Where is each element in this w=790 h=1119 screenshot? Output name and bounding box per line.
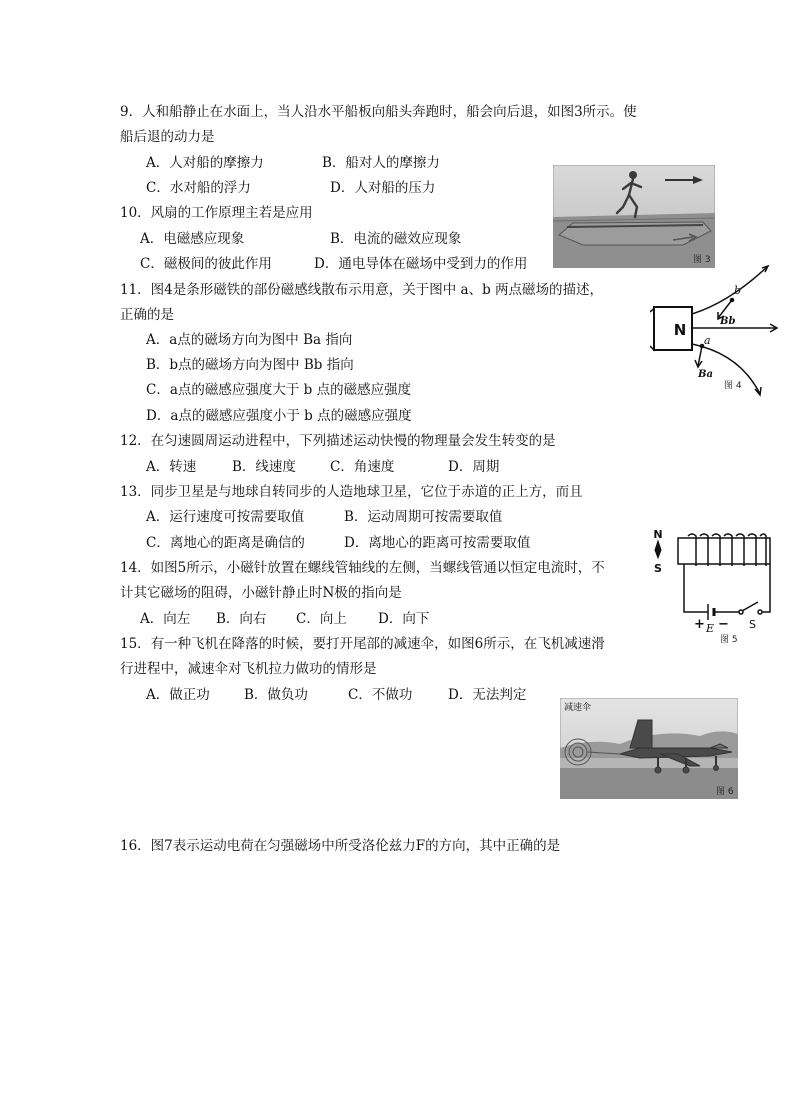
compass-needle [655, 541, 661, 558]
parachute-label: 减速伞 [564, 703, 592, 713]
figure-5-solenoid-circuit [648, 524, 778, 646]
q13-option-c: C．离地心的距离是确信的 [146, 535, 305, 551]
q13-line-1: 13．同步卫星是与地球自转同步的人造地球卫星，它位于赤道的正上方，而且 [120, 484, 583, 500]
needle-label-s: S [654, 562, 662, 575]
q14-option-b: B．向右 [216, 611, 267, 627]
label-bb: Bb [720, 316, 736, 327]
q10-line-1: 10．风扇的工作原理主若是应用 [120, 205, 313, 221]
q10-option-d: D．通电导体在磁场中受到力的作用 [314, 256, 528, 272]
figure-3-caption: 图 3 [693, 255, 711, 265]
label-ba: Ba [698, 369, 713, 380]
battery-label-e: E [706, 622, 715, 635]
q11-line-2: 正确的是 [120, 307, 174, 323]
q11-option-c: C．a点的磁感应强度大于 b 点的磁感应强度 [146, 382, 412, 398]
needle-label-n: N [653, 528, 663, 541]
q12-option-b: B．线速度 [232, 459, 296, 475]
q10-option-a: A．电磁感应现象 [140, 231, 245, 247]
q12-option-d: D．周期 [448, 459, 500, 475]
q14-option-a: A．向左 [140, 611, 191, 627]
q9-line-1: 9．人和船静止在水面上，当人沿水平船板向船头奔跑时，船会向后退，如图3所示。使 [120, 104, 637, 120]
q10-option-c: C．磁极间的彼此作用 [140, 256, 272, 272]
q9-line-2: 船后退的动力是 [120, 129, 215, 145]
q14-line-2: 计其它磁场的阻碍，小磁针静止时N极的指向是 [120, 585, 402, 601]
figure-4-magnet-field [650, 262, 780, 398]
label-b: b [734, 284, 742, 297]
q9-option-d: D．人对船的压力 [330, 180, 436, 196]
q11-line-1: 11．图4是条形磁铁的部份磁感线散布示用意，关于图中 a、b 两点磁场的描述， [120, 282, 604, 298]
figure-4-caption: 图 4 [724, 381, 742, 391]
q15-line-1: 15．有一种飞机在降落的时候，要打开尾部的减速伞，如图6所示，在飞机减速滑 [120, 636, 605, 652]
switch-lever [742, 602, 758, 611]
q16-line-1: 16．图7表示运动电荷在匀强磁场中所受洛伦兹力F的方向，其中正确的是 [120, 838, 561, 854]
q11-option-d: D．a点的磁感应强度小于 b 点的磁感应强度 [146, 408, 412, 424]
label-a: a [704, 334, 711, 347]
q15-option-b: B．做负功 [244, 687, 308, 703]
figure-6-caption: 图 6 [716, 787, 734, 797]
q12-option-c: C．角速度 [330, 459, 395, 475]
figure-6-aircraft-photo [560, 698, 738, 799]
figure-5-caption: 图 5 [720, 635, 738, 645]
q11-option-b: B．b点的磁场方向为图中 Bb 指向 [146, 357, 354, 373]
q12-option-a: A．转速 [146, 459, 197, 475]
q14-option-c: C．向上 [296, 611, 347, 627]
q13-option-b: B．运动周期可按需要取值 [344, 509, 503, 525]
magnet-pole-n: N [673, 321, 687, 339]
q15-line-2: 行进程中，减速伞对飞机拉力做功的情形是 [120, 661, 377, 677]
battery-minus: − [718, 617, 729, 632]
q15-option-c: C．不做功 [348, 687, 413, 703]
q12-line-1: 12．在匀速圆周运动进程中，下列描述运动快慢的物理量会发生转变的是 [120, 433, 556, 449]
battery-plus: + [694, 617, 705, 632]
q10-option-b: B．电流的磁效应现象 [330, 231, 462, 247]
q9-option-b: B．船对人的摩擦力 [322, 155, 440, 171]
q15-option-d: D．无法判定 [448, 687, 527, 703]
figure-3-photo [553, 165, 715, 268]
q14-line-1: 14．如图5所示，小磁针放置在螺线管轴线的左侧，当螺线管通以恒定电流时，不 [120, 560, 605, 576]
q9-option-c: C．水对船的浮力 [146, 180, 251, 196]
q11-option-a: A．a点的磁场方向为图中 Ba 指向 [146, 332, 353, 348]
q15-option-a: A．做正功 [146, 687, 210, 703]
q9-option-a: A．人对船的摩擦力 [146, 155, 264, 171]
q13-option-a: A．运行速度可按需要取值 [146, 509, 305, 525]
q14-option-d: D．向下 [378, 611, 430, 627]
switch-label-s: S [749, 618, 756, 631]
q13-option-d: D．离地心的距离可按需要取值 [344, 535, 531, 551]
